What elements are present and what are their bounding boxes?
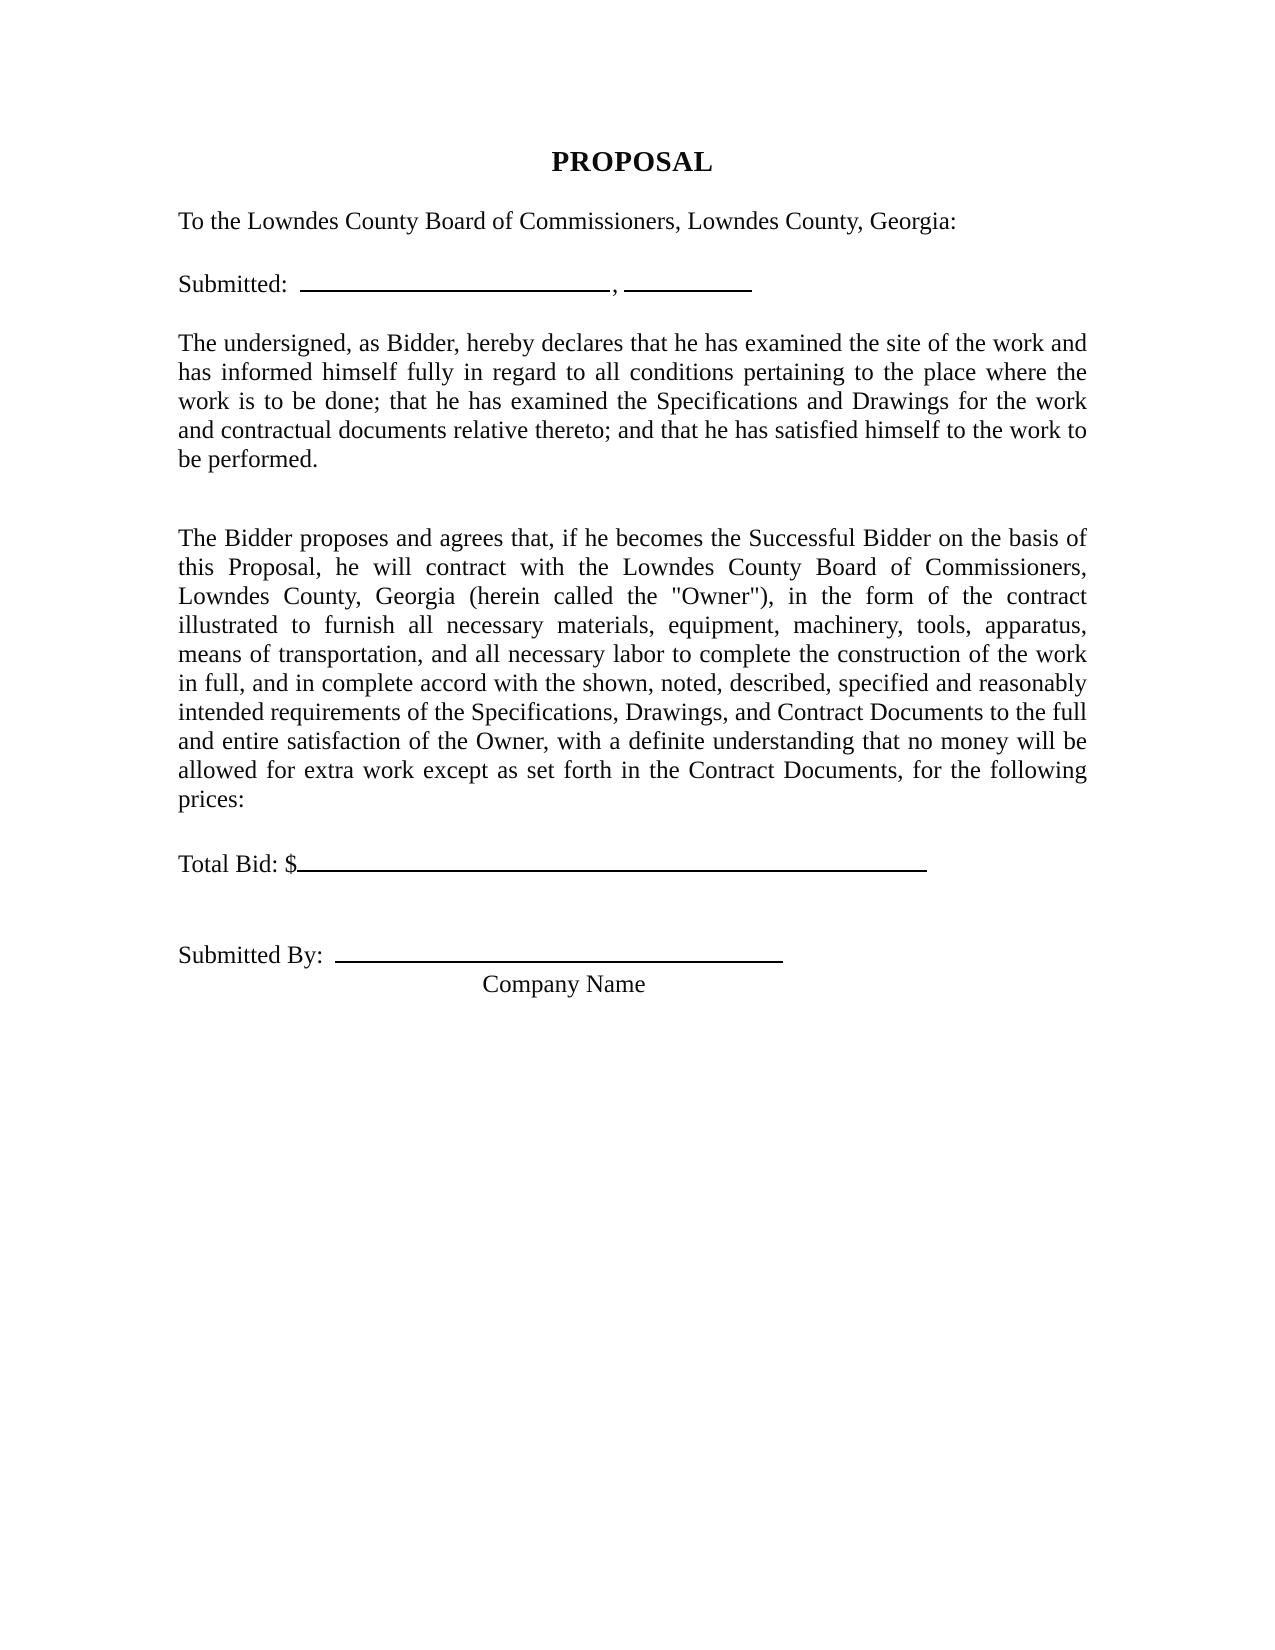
submitted-separator: , [611,271,619,298]
declaration-paragraph: The undersigned, as Bidder, hereby declares that he has examined the site of the work and has informed himself fully in regard to all conditions pertaining to the place where the work is to be done; that he has examined the Specifications and Drawings for the work and contractual documents relative thereto; and that he has satisfied himself to the work to be performed. [178,330,1087,473]
total-bid-label: Total Bid: $ [178,851,298,878]
submitted-by-field[interactable] [335,939,783,963]
submitted-by-row [178,939,1087,970]
total-bid-row [178,848,1087,879]
submitted-by-label: Submitted By: [178,942,324,969]
company-name-caption: Company Name [482,971,646,998]
agreement-paragraph: The Bidder proposes and agrees that, if he becomes the Successful Bidder on the basis of this Proposal, he will contract with the Lowndes County Board of Commissioners, Lowndes County, Georgia (herein called the "Owner"), in the form of the contract illustrated to furnish all necessary materials, equipment, machinery, tools, apparatus, means of transportation, and all necessary labor to complete the construction of the work in full, and in complete accord with the shown, noted, described, specified and reasonably intended requirements of the Specifications, Drawings, and Contract Documents to the full and entire satisfaction of the Owner, with a definite understanding that no money will be allowed for extra work except as set forth in the Contract Documents, for the following prices: [178,525,1087,813]
page-title: PROPOSAL [551,146,714,178]
submitted-name-field[interactable] [300,268,610,292]
submitted-date-field[interactable] [624,268,752,292]
submitted-row [178,268,1087,299]
submitted-label: Submitted: [178,271,288,298]
total-bid-field[interactable] [297,848,927,872]
salutation-text: To the Lowndes County Board of Commissioners, Lowndes County, Georgia: [178,208,957,235]
